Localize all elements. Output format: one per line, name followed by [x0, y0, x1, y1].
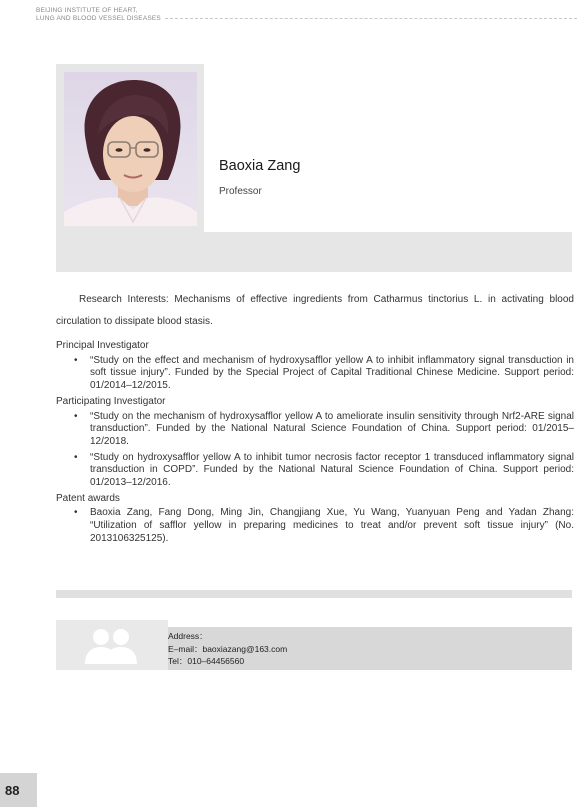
- list-item: [56, 507, 574, 545]
- contact-address: Address：: [168, 631, 208, 641]
- header-line-1: BEIJING INSTITUTE OF HEART,: [36, 7, 138, 14]
- contact-tel: Tel：010–64456560: [168, 656, 245, 666]
- list-item-text: “Study on the mechanism of hydroxysafflor yellow A to ameliorate insulin sensitivity through Nrf2-ARE signal transduction”. Funded by the National Natural Science Foundation of China. Support period: 01/2015–12/2018.: [90, 410, 574, 447]
- portrait-photo: [64, 72, 197, 226]
- contact-email: E–mail：baoxiazang@163.com: [168, 643, 288, 654]
- list-item: [56, 411, 574, 449]
- person-title: Professor: [219, 186, 262, 197]
- header-dashed-rule: [165, 18, 577, 19]
- section-divider: [56, 590, 572, 598]
- list-item-text: “Study on hydroxysafflor yellow A to inhibit tumor necrosis factor receptor 1 transduced inflammatory signal transduction in COPD”. Funded by the National Natural Science Foundation of China. Support period: 01/2013–12/2016.: [90, 451, 574, 489]
- profile-name-area: [204, 64, 572, 232]
- research-interests: Research Interests: Mechanisms of effective ingredients from Catharmus tinctorius L. in activating blood circulation to dissipate blood stasis.: [56, 294, 574, 327]
- running-header: [36, 7, 161, 23]
- list-item-text: Baoxia Zang, Fang Dong, Ming Jin, Changjiang Xue, Yu Wang, Yuanyuan Peng and Yadan Zhang: “Utilization of safflor yellow in preparing medicines to treat and/or prevent soft tissue injury” (No. 2013106325125).: [90, 507, 574, 544]
- person-name: Baoxia Zang: [219, 158, 301, 174]
- page-number: 88: [5, 783, 20, 798]
- list-item: [56, 355, 574, 393]
- bullet: •: [74, 451, 78, 463]
- contact-details: [168, 630, 287, 668]
- contact-icon-box: [56, 620, 168, 670]
- header-line-2: LUNG AND BLOOD VESSEL DISEASES: [36, 15, 161, 22]
- section-heading-patents: Patent awards: [56, 492, 120, 504]
- bullet: •: [74, 507, 78, 519]
- bullet: •: [74, 410, 78, 422]
- section-heading-principal: Principal Investigator: [56, 340, 149, 351]
- people-icon: [75, 626, 147, 666]
- bullet: •: [74, 354, 78, 366]
- main-content: [56, 289, 574, 549]
- list-item-text: “Study on the effect and mechanism of hydroxysafflor yellow A to inhibit inflammatory signal transduction in soft tissue injury”. Funded by the Special Project of Capital Traditional Chinese Medicine. Support period: 01/2014–12/2015.: [90, 354, 574, 392]
- list-item: [56, 452, 574, 490]
- section-heading-participating: Participating Investigator: [56, 395, 166, 407]
